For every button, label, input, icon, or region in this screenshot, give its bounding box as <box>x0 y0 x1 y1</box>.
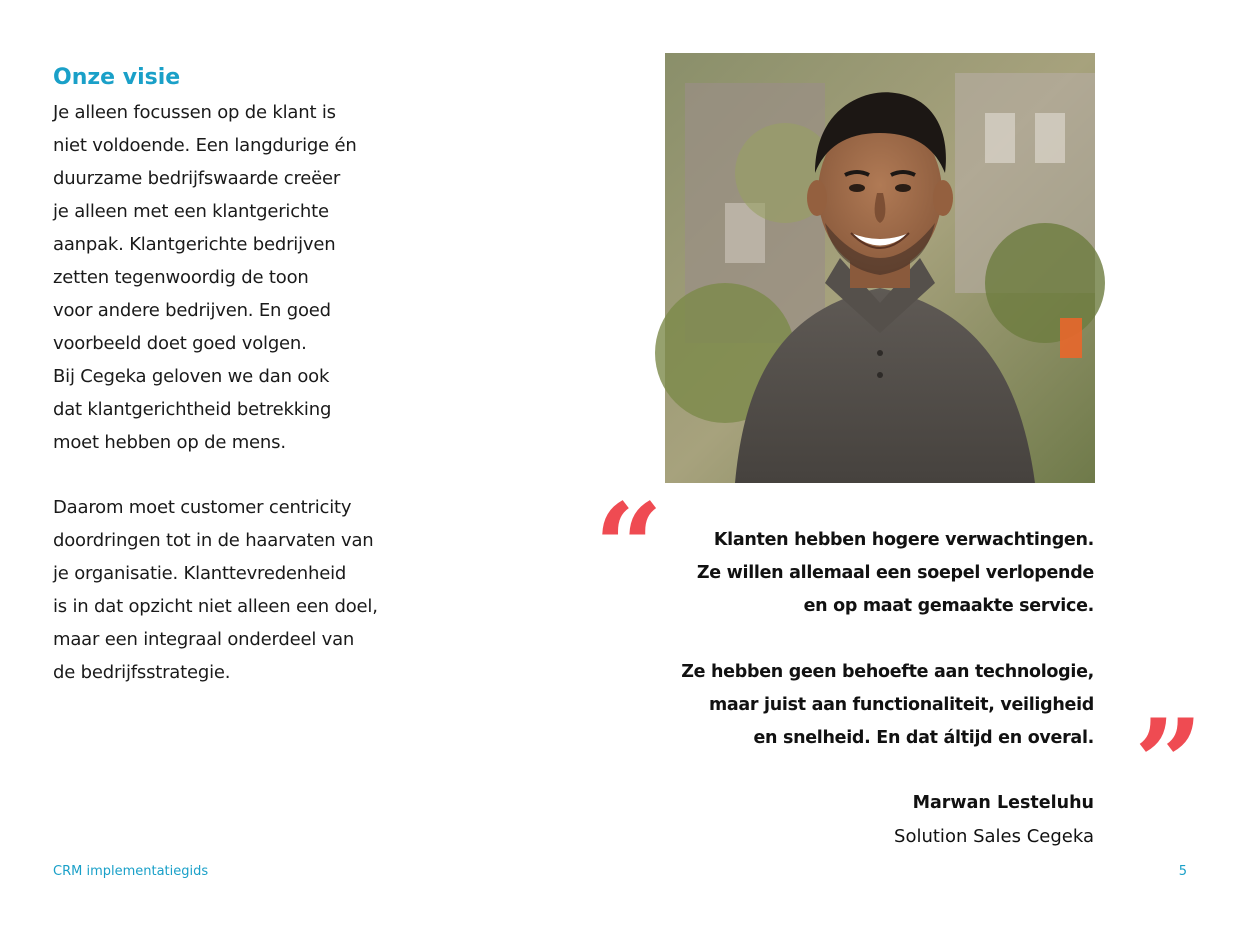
intro-paragraph: Je alleen focussen op de klant is niet voldoende. Een langdurige én duurzame bedrijfswaarde creëer je alleen met een klantgerichte aanpak. Klantgerichte bedrijven zetten tegenwoordig de toon voor andere bedrijven. En goed voorbeeld doet goed volgen. Bij Cegeka geloven we dan ook dat klantgerichtheid betrekking moet hebben op de mens. <box>53 102 357 453</box>
section-heading: Onze visie <box>53 65 181 90</box>
open-quote-icon: “ <box>594 477 664 618</box>
quote-author-name: Marwan Lesteluhu <box>912 793 1094 813</box>
quote-part-1: Klanten hebben hogere verwachtingen. Ze willen allemaal een soepel verlopende en op maat gemaakte service. <box>696 530 1094 616</box>
portrait-illustration <box>665 53 1095 483</box>
second-paragraph: Daarom moet customer centricity doordringen tot in de haarvaten van je organisatie. Klanttevredenheid is in dat opzicht niet alleen een doel, maar een integraal onderdeel van de bedrijfsstrategie. <box>53 497 378 683</box>
footer-document-title: CRM implementatiegids <box>53 864 209 879</box>
quote-author-role: Solution Sales Cegeka <box>894 826 1094 847</box>
quote-part-2: Ze hebben geen behoefte aan technologie, maar juist aan functionaliteit, veiligheid en snelheid. En dat áltijd en overal. <box>681 662 1094 748</box>
portrait-photo <box>665 53 1095 483</box>
close-quote-icon: ” <box>1134 693 1204 834</box>
page-number: 5 <box>1178 864 1187 879</box>
